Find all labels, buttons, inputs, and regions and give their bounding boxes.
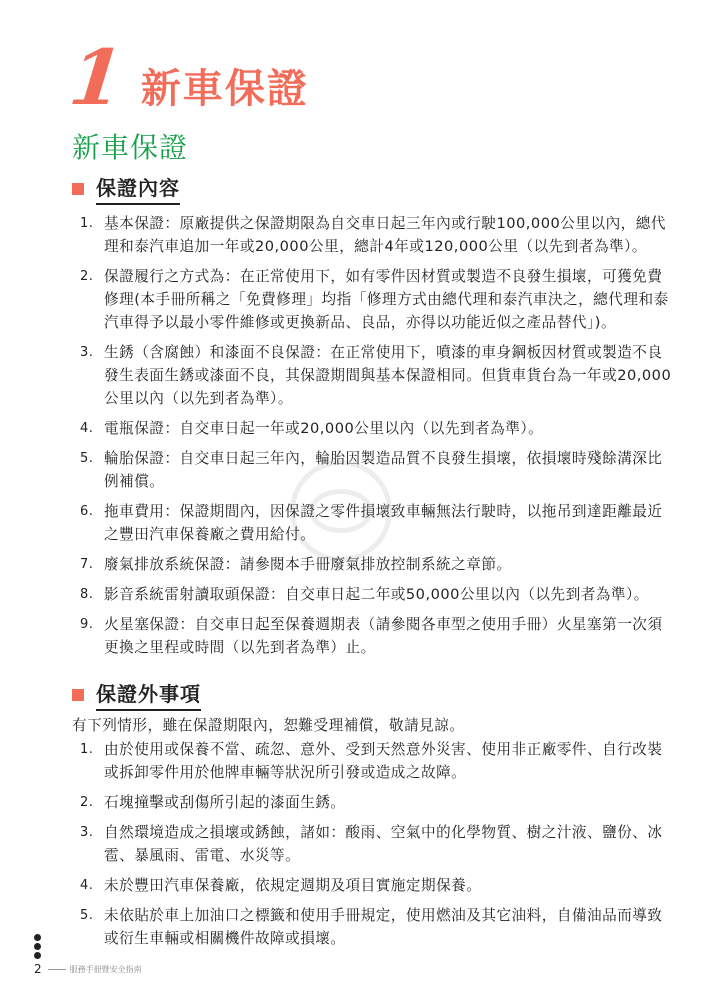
list-item: 8. 影音系統雷射讀取頭保證：自交車日起二年或50,000公里以內（以先到者為準）。 <box>80 586 649 603</box>
bullet-square-icon <box>72 183 84 195</box>
bullet-square-icon <box>72 689 84 701</box>
section-title: 新車保證 <box>72 131 189 164</box>
page-footer <box>34 962 142 976</box>
page-marker-dots-icon <box>34 934 41 959</box>
footer-divider <box>48 969 66 970</box>
list-item: 1. 由於使用或保養不當、疏忽、意外、受到天然意外災害、使用非正廠零件、自行改裝或拆卸零件用於他牌車輛等狀況所引發或造成之故障。 <box>80 741 663 781</box>
list-item: 2. 石塊撞擊或刮傷所引起的漆面生銹。 <box>80 794 346 811</box>
list-item: 3. 生銹（含腐蝕）和漆面不良保證：在正常使用下，噴漆的車身鋼板因材質或製造不良發生表面生銹或漆面不良，其保證期間與基本保證相同。但貨車貨台為一年或20,000公里以內（以先到者為準）。 <box>80 344 672 407</box>
list-item: 3. 自然環境造成之損壞或銹蝕，諸如：酸雨、空氣中的化學物質、樹之汁液、鹽份、冰雹、暴風雨、雷電、水災等。 <box>80 824 663 864</box>
list-item: 5. 輪胎保證：自交車日起三年內，輪胎因製造品質不良發生損壞，依損壞時殘餘溝深比例補償。 <box>80 450 663 490</box>
list-item: 7. 廢氣排放系統保證：請參閱本手冊廢氣排放控制系統之章節。 <box>80 556 512 573</box>
list-item: 5. 未依貼於車上加油口之標籤和使用手冊規定，使用燃油及其它油料，自備油品而導致或衍生車輛或相關機件故障或損壞。 <box>80 907 663 947</box>
chapter-header <box>65 33 309 122</box>
list-item: 4. 電瓶保證：自交車日起一年或20,000公里以內（以先到者為準）。 <box>80 420 544 437</box>
list-item: 1. 基本保證：原廠提供之保證期限為自交車日起三年內或行駛100,000公里以內，總代理和泰汽車追加一年或20,000公里，總計4年或120,000公里（以先到者為準）。 <box>80 215 666 255</box>
coverage-list <box>80 212 675 666</box>
list-item: 4. 未於豐田汽車保養廠，依規定週期及項目實施定期保養。 <box>80 877 482 894</box>
list-item: 9. 火星塞保證：自交車日起至保養週期表（請參閱各車型之使用手冊）火星塞第一次須更換之里程或時間（以先到者為準）止。 <box>80 616 663 656</box>
exclusions-list <box>80 738 675 957</box>
list-item: 2. 保證履行之方式為：在正常使用下，如有零件因材質或製造不良發生損壞，可獲免費修理(本手冊所稱之「免費修理」均指「修理方式由總代理和泰汽車決之，總代理和泰汽車得予以最小零件維修或更換新品、良品，亦得以功能近似之產品替代」)。 <box>80 268 669 331</box>
list-item: 6. 拖車費用：保證期間內，因保證之零件損壞致車輛無法行駛時，以拖吊到達距離最近之豐田汽車保養廠之費用給付。 <box>80 503 663 543</box>
page-number: 2 <box>34 962 42 976</box>
chapter-title: 新車保證 <box>140 66 309 112</box>
exclusions-heading-text: 保證外事項 <box>96 678 201 711</box>
exclusions-heading <box>72 678 201 711</box>
exclusions-intro: 有下列情形，雖在保證期限內，恕難受理補償，敬請見諒。 <box>72 717 465 734</box>
coverage-heading-text: 保證內容 <box>96 172 180 205</box>
chapter-number: 1 <box>65 33 128 122</box>
coverage-heading <box>72 172 180 205</box>
footer-book-title: 服務手冊暨安全指南 <box>69 964 142 974</box>
